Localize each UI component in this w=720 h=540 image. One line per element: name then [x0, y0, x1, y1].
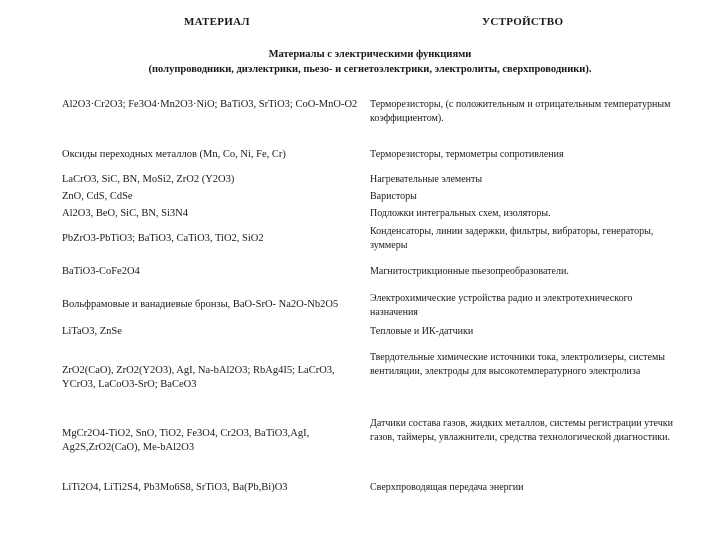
- device-cell: Варисторы: [370, 191, 417, 202]
- material-cell: Al2O3·Cr2O3; Fe3O4·Mn2O3·NiO; BaTiO3, SrTiO3; CoO-MnO-O2: [62, 99, 358, 110]
- device-cell: Тепловые и ИК-датчики: [370, 326, 474, 337]
- section-subtitle: [100, 47, 640, 77]
- material-cell: Al2O3, BeO, SiC, BN, Si3N4: [62, 208, 189, 219]
- device-cell: Конденсаторы, линии задержки, фильтры, вибраторы, генераторы, зуммеры: [370, 226, 654, 251]
- device-cell: Сверхпроводящая передача энергии: [370, 482, 524, 493]
- device-cell: Электрохимические устройства радио и электротехнического назначения: [370, 293, 633, 318]
- device-cell: Терморезисторы, термометры сопротивления: [370, 149, 564, 160]
- device-cell: Датчики состава газов, жидких металлов, системы регистрации утечки газов, таймеры, увлажнители, средства технологической диагностики.: [370, 418, 673, 443]
- material-cell: Вольфрамовые и ванадиевые бронзы, BaO-SrO- Na2O-Nb2O5: [62, 299, 339, 310]
- material-cell: Оксиды переходных металлов (Mn, Co, Ni, Fe, Cr): [62, 149, 286, 160]
- material-cell: MgCr2O4-TiO2, SnO, TiO2, Fe3O4, Cr2O3, BaTiO3,AgI, Ag2S,ZrO2(CaO), Me-bAl2O3: [62, 428, 310, 453]
- subtitle-line-1: Материалы с электрическими функциями: [268, 49, 472, 60]
- material-cell: ZrO2(CaO), ZrO2(Y2O3), AgI, Na-bAl2O3; RbAg4I5; LaCrO3, YCrO3, LaCoO3-SrO; BaCeO3: [62, 365, 335, 390]
- material-cell: LiTaO3, ZnSe: [62, 326, 122, 337]
- device-cell: Нагревательные элементы: [370, 174, 483, 185]
- column-header-device: УСТРОЙСТВО: [482, 16, 564, 28]
- material-cell: LaCrO3, SiC, BN, MoSi2, ZrO2 (Y2O3): [62, 174, 235, 185]
- device-cell: Терморезисторы, (с положительным и отрицательным температурным коэффициентом).: [370, 99, 671, 124]
- material-cell: LiTi2O4, LiTi2S4, Pb3Mo6S8, SrTiO3, Ba(Pb,Bi)O3: [62, 482, 288, 493]
- device-cell: Магнитострикционные пьезопреобразователи.: [370, 266, 569, 277]
- material-cell: BaTiO3-CoFe2O4: [62, 266, 140, 277]
- device-cell: Подложки интегральных схем, изоляторы.: [370, 208, 551, 219]
- subtitle-line-2: (полупроводники, диэлектрики, пьезо- и сегнетоэлектрики, электролиты, сверхпроводники).: [148, 64, 592, 75]
- material-cell: ZnO, CdS, CdSe: [62, 191, 133, 202]
- material-cell: PbZrO3-PbTiO3; BaTiO3, CaTiO3, TiO2, SiO2: [62, 233, 264, 244]
- column-header-material: МАТЕРИАЛ: [184, 16, 250, 28]
- device-cell: Твердотельные химические источники тока, электролизеры, системы вентиляции, электроды для высокотемпературного электролиза: [370, 352, 665, 377]
